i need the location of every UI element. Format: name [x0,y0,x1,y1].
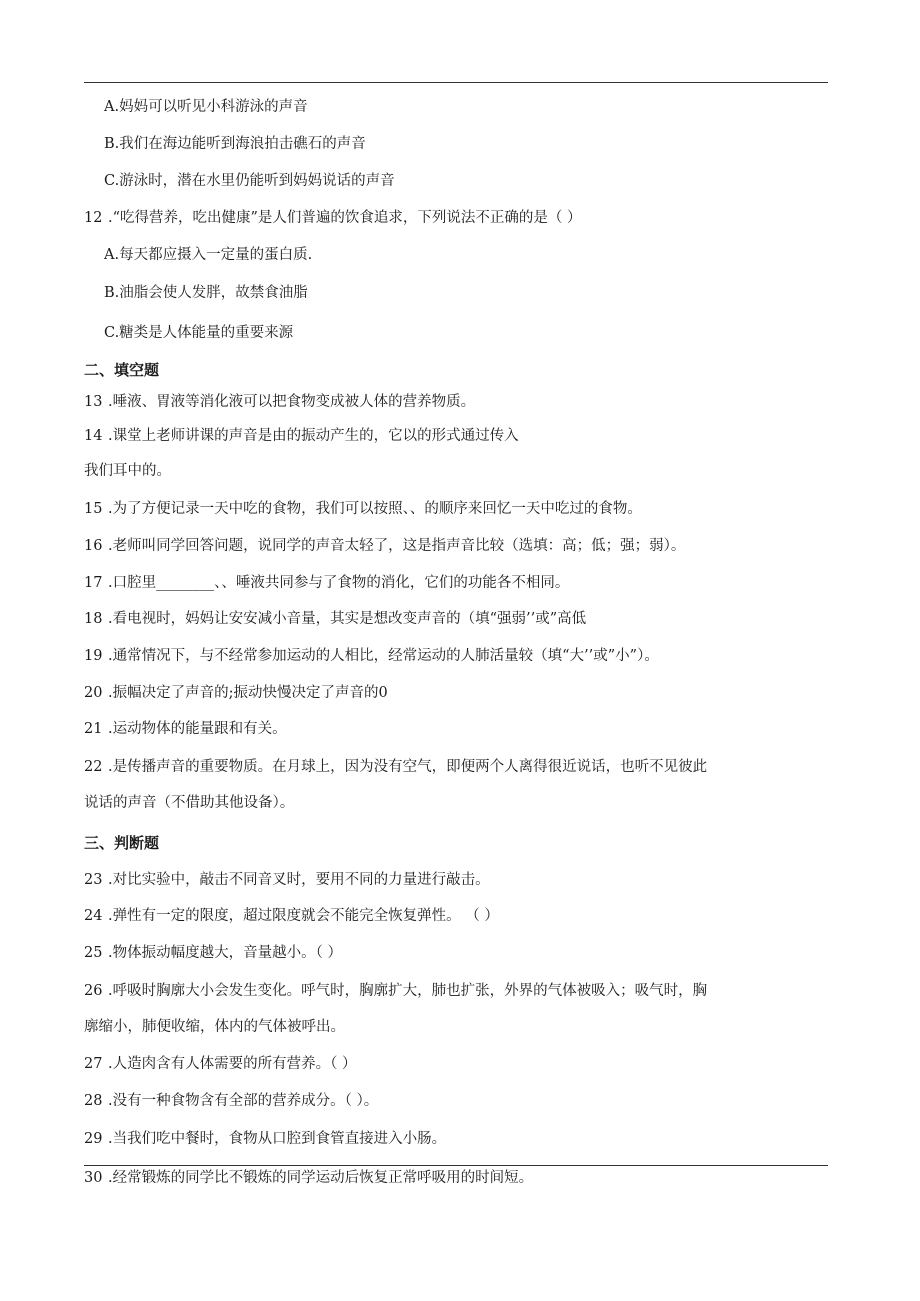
question-text: .没有一种食物含有全部的营养成分。（ ）。 [108,1093,379,1109]
q11-option-c: C.游泳时，潜在水里仍能听到妈妈说话的声音 [104,173,395,189]
question-number: 25 [84,945,103,961]
q12-option-b: B.油脂会使人发胖，故禁食油脂 [104,285,308,301]
question-text: .物体振动幅度越大，音量越小。（ ） [108,945,342,961]
footer-rule [84,1165,828,1166]
question-text: .“吃得营养，吃出健康”是人们普遍的饮食追求，下列说法不正确的是（ ） [108,210,582,226]
q11-option-b: B.我们在海边能听到海浪拍击礁石的声音 [104,136,366,152]
question-16 [84,536,834,556]
question-26-continuation: 廓缩小，肺便收缩，体内的气体被呼出。 [84,1019,345,1035]
header-rule [84,82,828,83]
question-26 [84,981,834,1001]
question-15 [84,499,834,519]
question-number: 18 [84,611,103,627]
question-number: 26 [84,983,103,999]
question-number: 22 [84,759,103,775]
question-22-continuation: 说话的声音（不借助其他设备）。 [84,795,295,811]
question-number: 12 [84,210,103,226]
question-number: 19 [84,648,103,664]
section-title-judge: 三、判断题 [84,834,160,852]
question-text: .课堂上老师讲课的声音是由的振动产生的，它以的形式通过传入 [108,428,519,444]
question-23 [84,870,834,890]
question-text: .为了方便记录一天中吃的食物，我们可以按照、、的顺序来回忆一天中吃过的食物。 [108,501,642,517]
question-text: .老师叫同学回答问题，说同学的声音太轻了，这是指声音比较（选填：高；低；强；弱）。 [108,538,686,554]
question-text: .运动物体的能量跟和有关。 [108,721,287,737]
question-number: 24 [84,908,103,924]
question-27 [84,1054,834,1074]
question-20 [84,683,834,703]
question-text: .经常锻炼的同学比不锻炼的同学运动后恢复正常呼吸用的时间短。 [108,1170,534,1186]
question-number: 17 [84,575,103,591]
question-text: .人造肉含有人体需要的所有营养。（ ） [108,1056,357,1072]
question-number: 28 [84,1093,103,1109]
question-24 [84,906,834,926]
question-text: .对比实验中，敲击不同音叉时，要用不同的力量进行敲击。 [108,872,490,888]
question-19 [84,646,834,666]
question-number: 16 [84,538,103,554]
question-number: 15 [84,501,103,517]
question-text: .唾液、胃液等消化液可以把食物变成被人体的营养物质。 [108,394,476,410]
question-number: 23 [84,872,103,888]
question-text: .看电视时，妈妈让安安减小音量，其实是想改变声音的（填“强弱’’或”高低 [108,611,587,627]
question-14-continuation: 我们耳中的。 [84,463,171,479]
question-14 [84,426,834,446]
question-number: 13 [84,394,103,410]
question-text: .是传播声音的重要物质。在月球上，因为没有空气，即便两个人离得很近说话，也听不见彼此 [108,759,708,775]
question-text: .通常情况下，与不经常参加运动的人相比，经常运动的人肺活量较（填“大’’或”小”）。 [108,648,659,664]
question-21 [84,719,834,739]
question-17 [84,573,834,593]
question-28 [84,1091,834,1111]
question-text: .呼吸时胸廓大小会发生变化。呼气时，胸廓扩大，肺也扩张，外界的气体被吸入；吸气时，胸 [108,983,708,999]
question-25 [84,943,834,963]
q11-option-a: A.妈妈可以听见小科游泳的声音 [104,99,308,115]
question-30 [84,1168,834,1188]
q12-option-c: C.糖类是人体能量的重要来源 [104,325,294,341]
question-number: 20 [84,685,103,701]
question-12 [84,208,834,228]
question-29 [84,1129,834,1149]
q12-option-a: A.每天都应摄入一定量的蛋白质. [104,247,313,263]
question-13 [84,392,834,412]
question-text: .振幅决定了声音的;振动快慢决定了声音的0 [108,685,388,701]
question-number: 29 [84,1131,103,1147]
question-number: 30 [84,1170,103,1186]
section-title-fill: 二、填空题 [84,361,160,379]
question-text: .弹性有一定的限度，超过限度就会不能完全恢复弹性。 （ ） [108,908,499,924]
question-number: 14 [84,428,103,444]
question-text: .口腔里________、、唾液共同参与了食物的消化，它们的功能各不相同。 [108,575,570,591]
question-number: 27 [84,1056,103,1072]
question-number: 21 [84,721,103,737]
question-text: .当我们吃中餐时，食物从口腔到食管直接进入小肠。 [108,1131,447,1147]
question-18 [84,609,834,629]
question-22 [84,757,834,777]
